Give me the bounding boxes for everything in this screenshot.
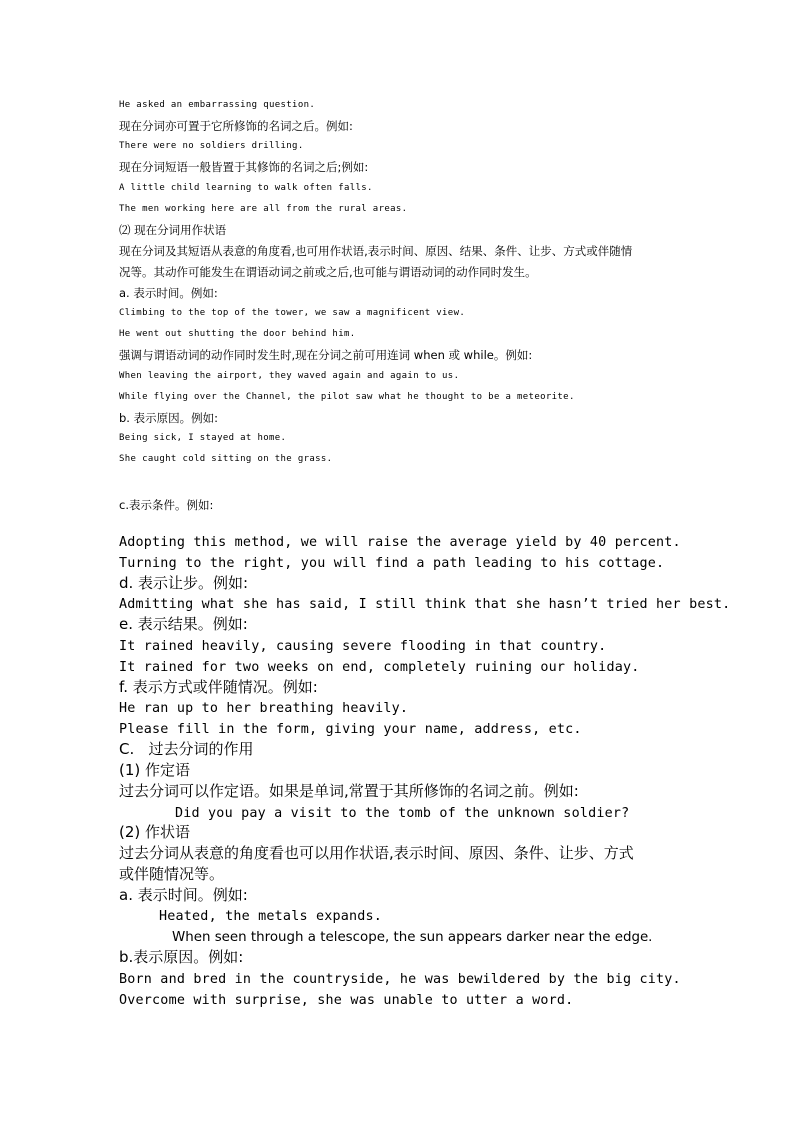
example-sentence: The men working here are all from the rural areas. (119, 204, 408, 214)
example-sentence: There were no soldiers drilling. (119, 141, 304, 151)
example-sentence: He asked an embarrassing question. (119, 100, 316, 110)
example-sentence: It rained heavily, causing severe flooding in that country. (119, 639, 607, 654)
example-sentence: Turning to the right, you will find a path leading to his cottage. (119, 556, 665, 571)
section-heading: ⑵ 现在分词用作状语 (119, 223, 227, 237)
example-sentence: He ran up to her breathing heavily. (119, 701, 409, 716)
subsection-heading: c.表示条件。例如: (119, 498, 214, 512)
example-sentence: While flying over the Channel, the pilot saw what he thought to be a meteorite. (119, 392, 575, 402)
example-sentence: A little child learning to walk often falls. (119, 183, 373, 193)
example-sentence: She caught cold sitting on the grass. (119, 454, 333, 464)
example-sentence: Please fill in the form, giving your name, address, etc. (119, 722, 582, 737)
subsection-heading: b. 表示原因。例如: (119, 411, 218, 425)
explanation-text: 现在分词亦可置于它所修饰的名词之后。例如: (119, 119, 353, 133)
explanation-text: 过去分词可以作定语。如果是单词,常置于其所修饰的名词之前。例如: (119, 782, 579, 800)
explanation-text: 强调与谓语动词的动作同时发生时,现在分词之前可用连词 when 或 while。例如: (119, 348, 533, 362)
explanation-text: 现在分词短语一般皆置于其修饰的名词之后;例如: (119, 160, 369, 174)
explanation-text: 过去分词从表意的角度看也可以用作状语,表示时间、原因、条件、让步、方式 (119, 844, 634, 862)
example-sentence: Admitting what she has said, I still think that she hasn’t tried her best. (119, 597, 731, 612)
subsection-heading: a. 表示时间。例如: (119, 886, 248, 904)
example-sentence: Climbing to the top of the tower, we saw a magnificent view. (119, 308, 466, 318)
example-sentence: Born and bred in the countryside, he was bewildered by the big city. (119, 972, 681, 987)
subsection-heading: e. 表示结果。例如: (119, 615, 248, 633)
section-heading: (2) 作状语 (119, 823, 191, 841)
explanation-text: 现在分词及其短语从表意的角度看,也可用作状语,表示时间、原因、结果、条件、让步、方式或伴随情 (119, 244, 633, 258)
section-heading: C. 过去分词的作用 (119, 740, 254, 758)
subsection-heading: d. 表示让步。例如: (119, 574, 249, 592)
example-sentence: Being sick, I stayed at home. (119, 433, 287, 443)
example-sentence: Adopting this method, we will raise the average yield by 40 percent. (119, 535, 681, 550)
example-sentence: When leaving the airport, they waved again and again to us. (119, 371, 460, 381)
explanation-text: 或伴随情况等。 (119, 865, 225, 883)
subsection-heading: b.表示原因。例如: (119, 948, 244, 966)
example-sentence: It rained for two weeks on end, completely ruining our holiday. (119, 660, 640, 675)
explanation-text: 况等。其动作可能发生在谓语动词之前或之后,也可能与谓语动词的动作同时发生。 (119, 265, 537, 279)
subsection-heading: a. 表示时间。例如: (119, 286, 218, 300)
example-sentence: Heated, the metals expands. (159, 909, 383, 924)
section-heading: (1) 作定语 (119, 761, 191, 779)
example-sentence: When seen through a telescope, the sun appears darker near the edge. (172, 930, 653, 945)
example-sentence: He went out shutting the door behind him. (119, 329, 356, 339)
example-sentence: Overcome with surprise, she was unable to utter a word. (119, 993, 574, 1008)
example-sentence: Did you pay a visit to the tomb of the unknown soldier? (175, 806, 630, 821)
subsection-heading: f. 表示方式或伴随情况。例如: (119, 678, 318, 696)
